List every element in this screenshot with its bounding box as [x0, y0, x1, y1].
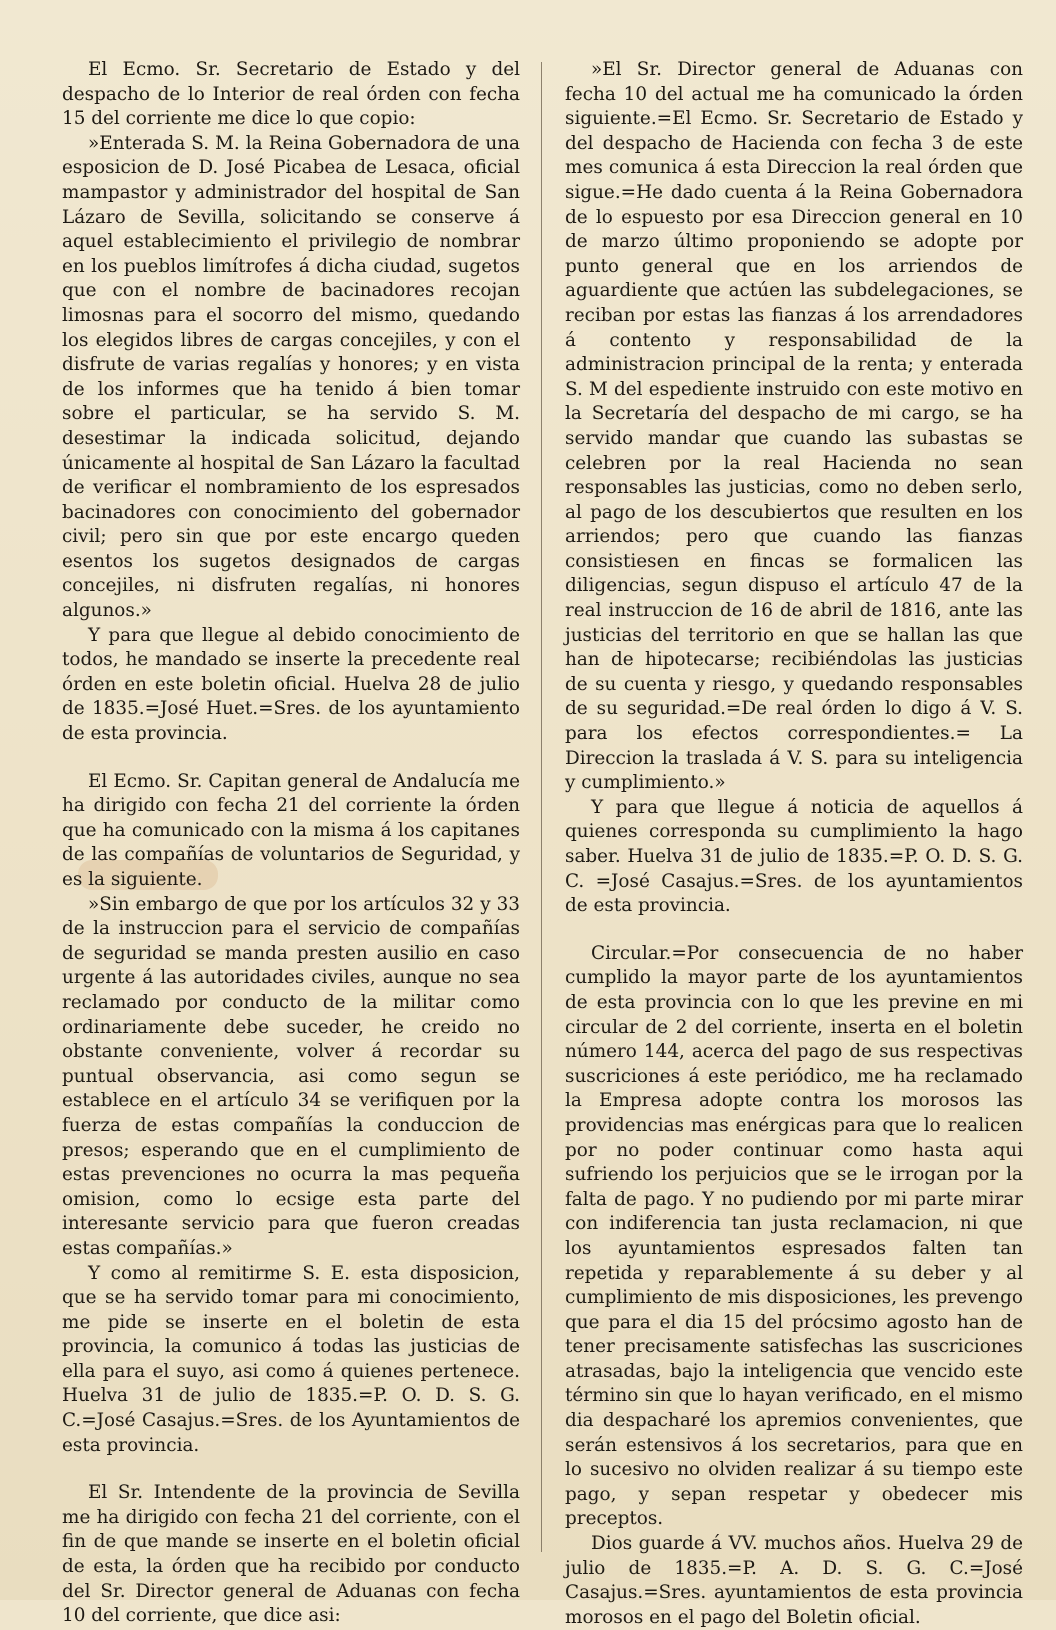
article-circular: Circular.=Por consecuencia de no haber cumplido la mayor parte de los ayuntamientos de esta provincia con lo que les previne en mi circular de 2 del corriente, inserta en el boletin número 144, acerca del pago de sus respectivas suscriciones á este periódico, me ha reclamado la Empresa adopte contra los morosos las providencias mas enérgicas para que lo realicen por no poder continuar como hasta aqui sufriendo los perjuicios que se le irrogan por la falta de pago. Y no pudiendo por mi parte mirar con indiferencia tan justa reclamacion, ni que los ayuntamientos espresados falten tan repetida y reparablemente á su deber y al cumplimiento de mis disposiciones, les prevengo que para el dia 15 del prócsimo agosto han de tener precisamente satisfechas las suscriciones atrasadas, bajo la inteligencia que vencido este término sin que lo hayan verificado, en el mismo dia despacharé los apremios convenientes, que serán estensivos á los secretarios, para que en lo sucesivo no olviden realizar á su tiempo este pago, y sepan respetar y obedecer mis preceptos.: [565, 942, 1023, 1530]
article-aduanas-closing: Y para que llegue á noticia de aquellos á quienes corresponda su cumplimiento la hago saber. Huelva 31 de julio de 1835.=P. O. D. S. G. C. =José Casajus.=Sres. de los ayuntamientos de esta provincia.: [565, 796, 1023, 917]
section-gap: [565, 919, 1023, 942]
article-interior-intro: El Ecmo. Sr. Secretario de Estado y del despacho de lo Interior de real órden con fecha 15 del corriente me dice lo que copio:: [62, 59, 520, 130]
article-interior-order: »Enterada S. M. la Reina Gobernadora de una esposicion de D. José Picabea de Lesaca, oficial mampastor y administrador del hospital de San Lázaro de Sevilla, solicitando se conserve á aquel establecimiento el privilegio de nombrar en los pueblos limítrofes á dicha ciudad, sugetos que con el nombre de bacinadores recojan limosnas para el socorro del mismo, quedando los elegidos libres de cargas concejiles, y con el disfrute de varias regalías y honores; y en vista de los informes que ha tenido á bien tomar sobre el particular, se ha servido S. M. desestimar la indicada solicitud, dejando únicamente al hospital de San Lázaro la facultad de verificar el nombramiento de los espresados bacinadores con conocimiento del gobernador civil; pero sin que por este encargo queden esentos los sugetos designados de cargas concejiles, ni disfruten regalías, ni honores algunos.»: [62, 132, 520, 622]
article-capitan-intro: El Ecmo. Sr. Capitan general de Andalucía me ha dirigido con fecha 21 del corriente la órden que ha comunicado con la misma á los capitanes de las compañías de voluntarios de Seguridad, y es la siguiente.: [62, 770, 520, 890]
left-column: [62, 58, 520, 1629]
article-circular-signature: Dios guarde á VV. muchos años. Huelva 29 de julio de 1835.=P. A. D. S. G. C.=José Casajus.=Sres. ayuntamientos de esta provincia morosos en el pago del Boletin oficial.: [565, 1533, 1023, 1628]
column-divider: [541, 62, 542, 1552]
article-capitan-closing: Y como al remitirme S. E. esta disposicion, que se ha servido tomar para mi conocimiento, me pide se inserte en el boletin de esta provincia, la comunico á todas las justicias de ella para el suyo, asi como á quienes pertenece. Huelva 31 de julio de 1835.=P. O. D. S. G. C.=José Casajus.=Sres. de los Ayuntamientos de esta provincia.: [62, 1262, 520, 1456]
right-column: [565, 58, 1023, 1630]
article-intendente-intro: El Sr. Intendente de la provincia de Sevilla me ha dirigido con fecha 21 del corriente, con el fin de que mande se inserte en el boletin oficial de esta, la órden que ha recibido por conducto del Sr. Director general de Aduanas con fecha 10 del corriente, que dice asi:: [62, 1482, 520, 1627]
article-interior-closing: Y para que llegue al debido conocimiento de todos, he mandado se inserte la precedente real órden en este boletin oficial. Huelva 28 de julio de 1835.=José Huet.=Sres. de los ayuntamiento de esta provincia.: [62, 624, 520, 745]
section-gap: [62, 747, 520, 770]
article-capitan-order: »Sin embargo de que por los artículos 32 y 33 de la instruccion para el servicio de compañías de seguridad se manda presten ausilio en caso urgente á las autoridades civiles, aunque no sea reclamado por conducto de la militar como ordinariamente debe suceder, he creido no obstante conveniente, volver á recordar su puntual observancia, asi como segun se establece en el artículo 34 se verifiquen por la fuerza de estas compañías la conduccion de presos; esperando que en el cumplimiento de estas prevenciones no ocurra la mas pequeña omision, como lo ecsige esta parte del interesante servicio para que fueron creadas estas compañías.»: [62, 893, 520, 1259]
section-gap: [62, 1458, 520, 1481]
article-aduanas-order: »El Sr. Director general de Aduanas con fecha 10 del actual me ha comunicado la órden siguiente.=El Ecmo. Sr. Secretario de Estado y del despacho de Hacienda con fecha 3 de este mes comunica á esta Direccion la real órden que sigue.=He dado cuenta á la Reina Gobernadora de lo espuesto por esa Direccion general en 10 de marzo último proponiendo se adopte por punto general que en los arriendos de aguardiente que actúen las subdelegaciones, se reciban por estas las fianzas á los arrendadores á contento y responsabilidad de la administracion principal de la renta; y enterada S. M del espediente instruido con este motivo en la Secretaría del despacho de mi cargo, se ha servido mandar que cuando las subastas se celebren por la real Hacienda no sean responsables las justicias, como no deben serlo, al pago de los descubiertos que resulten en los arriendos; pero que cuando las fianzas consistiesen en fincas se formalicen las diligencias, segun dispuso el artículo 47 de la real instruccion de 16 de abril de 1816, ante las justicias del territorio en que se hallan las que han de hipotecarse; recibiéndolas las justicias de su cuenta y riesgo, y quedando responsables de su seguridad.=De real órden lo digo á V. S. para los efectos correspondientes.= La Direccion la traslada á V. S. para su inteligencia y cumplimiento.»: [565, 59, 1023, 794]
